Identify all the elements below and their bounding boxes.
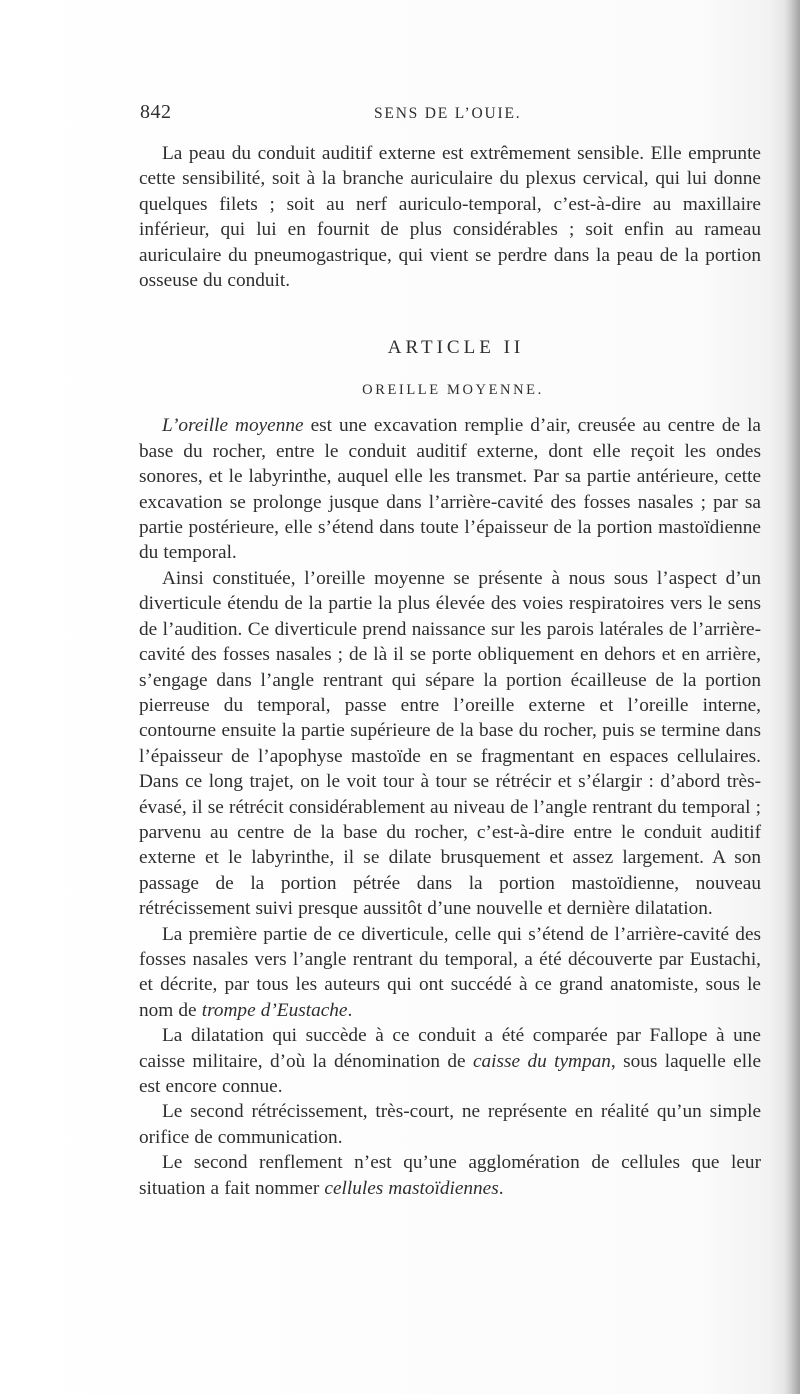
section-title: OREILLE MOYENNE.	[362, 382, 544, 399]
term-oreille-moyenne: L’oreille moyenne	[162, 415, 304, 437]
paragraph-cellules-text: Le second renflement n’est qu’une agglomération de cellules que leur situation a fait nommer	[139, 1152, 761, 1199]
text-block	[139, 141, 761, 1201]
running-head	[140, 101, 760, 127]
paragraph-definition-text: est une excavation remplie d’air, creusée au centre de la base du rocher, entre le conduit auditif externe, dont elle reçoit les ondes sonores, et le labyrinthe, auquel elle les transmet. Par sa partie antérieure, cette excavation se prolonge jusque dans l’arrière-cavité des fosses nasales ; par sa partie postérieure, elle s’étend dans toute l’épaisseur de la portion mastoïdienne du temporal.	[139, 415, 761, 564]
term-caisse-tympan: caisse du tympan	[472, 1050, 611, 1072]
paragraph-trompe-end: .	[347, 999, 353, 1021]
paragraph-caisse	[139, 1023, 761, 1099]
paragraph-caisse-text: La dilatation qui succède à ce conduit a été comparée par Fallope à une caisse militaire, d’où la dénomination de	[139, 1025, 761, 1072]
intro-paragraph: La peau du conduit auditif externe est extrêmement sensible. Elle emprunte cette sensibilité, soit à la branche auriculaire du plexus cervical, qui lui donne quelques filets ; soit au nerf auriculo-temporal, c’est-à-dire au maxillaire inférieur, qui lui en fournit de plus considérables ; soit enfin au rameau auriculaire du pneumogastrique, qui vient se perdre dans la peau de la portion osseuse du conduit.	[139, 143, 761, 292]
paragraph-trompe	[139, 922, 761, 1024]
article-title: ARTICLE II	[387, 337, 525, 359]
term-cellules-mastoidiennes: cellules mastoïdiennes	[324, 1177, 499, 1199]
paragraph-trompe-text: La première partie de ce diverticule, celle qui s’étend de l’arrière-cavité des fosses nasales vers l’angle rentrant du temporal, a été découverte par Eustachi, et décrite, par tous les auteurs qui ont succédé à ce grand anatomiste, sous le nom de	[139, 923, 761, 1021]
paragraph-retrecissement: Le second rétrécissement, très-court, ne représente en réalité qu’un simple orifice de communication.	[139, 1101, 761, 1148]
paragraph-diverticule: Ainsi constituée, l’oreille moyenne se présente à nous sous l’aspect d’un diverticule étendu de la partie la plus élevée des voies respiratoires vers le sens de l’audition. Ce diverticule prend naissance sur les parois latérales de l’arrière-cavité des fosses nasales ; de là il se porte obliquement en dehors et en arrière, s’engage dans l’angle rentrant qui sépare la portion écailleuse de la portion pierreuse du temporal, passe entre l’oreille externe et l’oreille interne, contourne ensuite la partie supérieure de la base du rocher, puis se termine dans l’épaisseur de l’apophyse mastoïde en se fragmentant en espaces cellulaires. Dans ce long trajet, on le voit tour à tour se rétrécir et s’élargir : d’abord très-évasé, il se rétrécit considérablement au niveau de l’angle rentrant du temporal ; parvenu au centre de la base du rocher, c’est-à-dire entre le conduit auditif externe et le labyrinthe, il se dilate brusquement et assez largement. A son passage de la portion pétrée dans la portion mastoïdienne, nouveau rétrécissement suivi presque aussitôt d’une nouvelle et dernière dilatation.	[139, 567, 761, 920]
paragraph-caisse-end: , sous laquelle elle est encore connue.	[139, 1050, 761, 1097]
page-number: 842	[140, 101, 172, 123]
running-title: SENS DE L’OUIE.	[374, 105, 522, 122]
paragraph-definition	[139, 413, 761, 565]
paragraph-cellules-end: .	[498, 1177, 504, 1199]
paragraph-cellules	[139, 1150, 761, 1201]
page-edge-shadow	[784, 0, 800, 1394]
term-trompe-eustache: trompe d’Eustache	[201, 999, 348, 1021]
